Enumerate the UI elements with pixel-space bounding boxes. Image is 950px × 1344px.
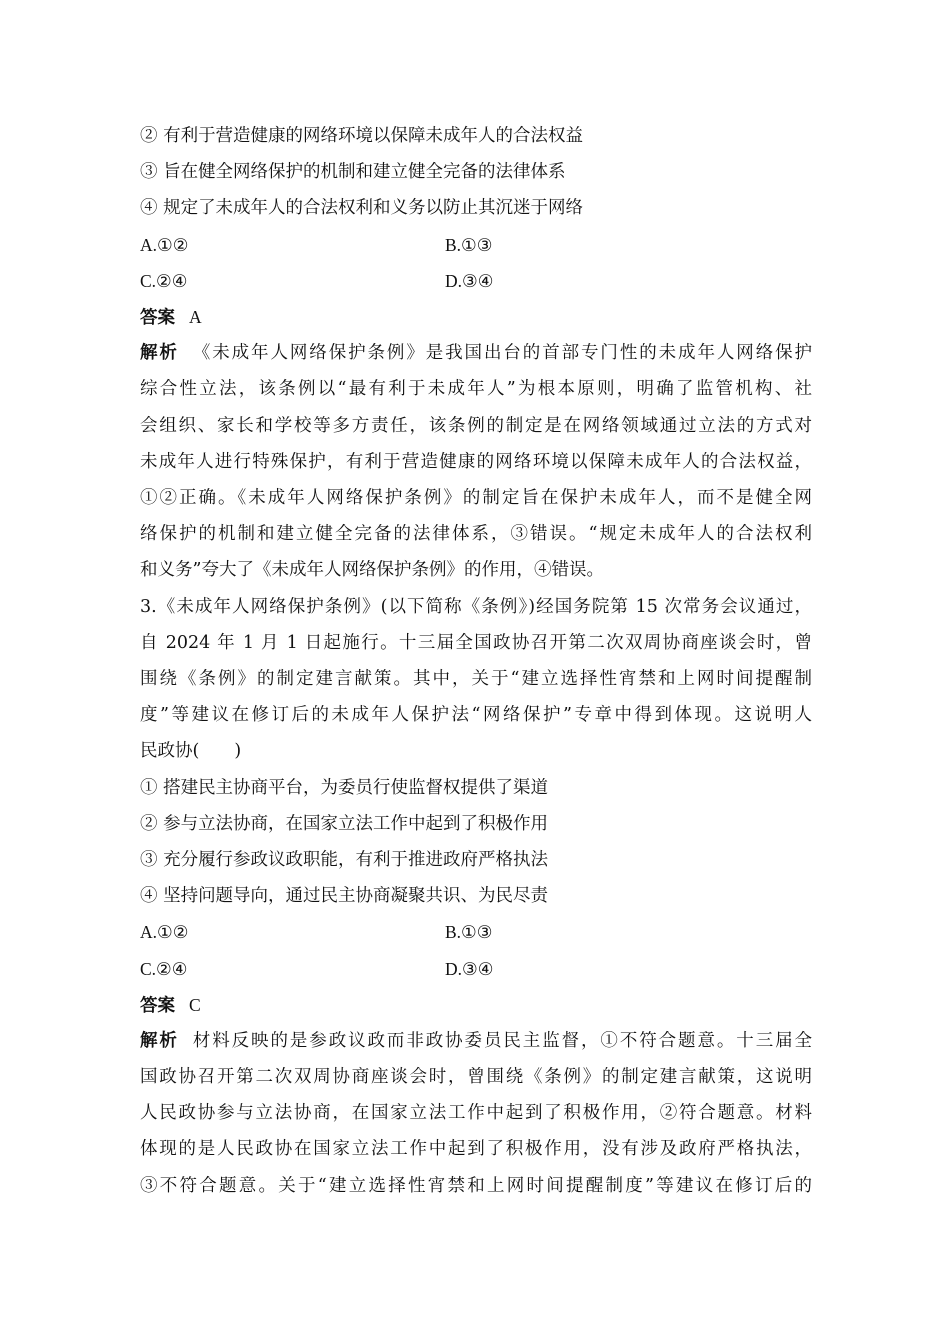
analysis-label: 解析 — [140, 343, 179, 364]
answer-value: C — [189, 994, 201, 1015]
analysis-line: 《未成年人网络保护条例》是我国出台的首部专门性的未成年人网络保护 — [192, 343, 813, 364]
answer-value: A — [189, 306, 202, 327]
q3-stem — [140, 589, 812, 770]
analysis-line: 会组织、家长和学校等多方责任，该条例的制定是在网络领域通过立法的方式对 — [140, 415, 812, 436]
analysis-line: ③不符合题意。关于“建立选择性宵禁和上网时间提醒制度”等建议在修订后的 — [140, 1175, 812, 1196]
analysis-line: 络保护的机制和建立健全完备的法律体系，③错误。“规定未成年人的合法权利 — [140, 524, 812, 545]
q3-answer — [140, 987, 812, 1023]
analysis-line: 材料反映的是参政议政而非政协委员民主监督，①不符合题意。十三届全 — [192, 1030, 813, 1051]
stem-line: 民政协( ) — [140, 741, 242, 762]
q2-options-row — [140, 227, 812, 263]
q3-option-b: B.①③ — [445, 922, 493, 943]
q2-statement: ② 有利于营造健康的网络环境以保障未成年人的合法权益 — [140, 126, 584, 146]
answer-label: 答案 — [140, 307, 175, 328]
answer-label: 答案 — [140, 995, 175, 1016]
q2-statement: ③ 旨在健全网络保护的机制和建立健全完备的法律体系 — [140, 162, 566, 183]
stem-line: 自 2024 年 1 月 1 日起施行。十三届全国政协召开第二次双周协商座谈会时，曾 — [140, 632, 812, 653]
analysis-line: 和义务”夸大了《未成年人网络保护条例》的作用，④错误。 — [140, 560, 604, 581]
stem-line: 3.《未成年人网络保护条例》(以下简称《条例》)经国务院第 15 次常务会议通过， — [140, 596, 812, 617]
analysis-line: 人民政协参与立法协商，在国家立法工作中起到了积极作用，②符合题意。材料 — [140, 1103, 812, 1124]
analysis-label: 解析 — [140, 1030, 179, 1051]
q3-statement: ③ 充分履行参政议政职能，有利于推进政府严格执法 — [140, 849, 549, 870]
q2-option-b: B.①③ — [445, 234, 493, 255]
q3-options-row — [140, 914, 812, 950]
q3-statement: ① 搭建民主协商平台，为委员行使监督权提供了渠道 — [140, 777, 549, 798]
q2-answer — [140, 299, 812, 335]
analysis-line: 体现的是人民政协在国家立法工作中起到了积极作用，没有涉及政府严格执法， — [140, 1139, 812, 1160]
analysis-line: 未成年人进行特殊保护，有利于营造健康的网络环境以保障未成年人的合法权益， — [140, 451, 812, 472]
stem-line: 围绕《条例》的制定建言献策。其中，关于“建立选择性宵禁和上网时间提醒制 — [140, 668, 812, 689]
q2-option-a: A.①② — [140, 234, 189, 255]
analysis-line: ①②正确。《未成年人网络保护条例》的制定旨在保护未成年人，而不是健全网 — [140, 487, 812, 508]
q3-option-a: A.①② — [140, 922, 189, 943]
analysis-line: 国政协召开第二次双周协商座谈会时，曾围绕《条例》的制定建言献策，这说明 — [140, 1067, 812, 1088]
q2-analysis — [140, 335, 812, 588]
q3-statement: ④ 坚持问题导向，通过民主协商凝聚共识、为民尽责 — [140, 886, 549, 907]
q3-statement: ② 参与立法协商，在国家立法工作中起到了积极作用 — [140, 813, 549, 834]
q2-option-d: D.③④ — [445, 270, 494, 291]
q2-statement: ④ 规定了未成年人的合法权利和义务以防止其沉迷于网络 — [140, 198, 584, 219]
document-page — [140, 118, 812, 1204]
q2-options-row — [140, 263, 812, 299]
q3-options-row — [140, 951, 812, 987]
q3-option-c: C.②④ — [140, 958, 188, 979]
q3-analysis — [140, 1023, 812, 1204]
stem-line: 度”等建议在修订后的未成年人保护法“网络保护”专章中得到体现。这说明人 — [140, 705, 812, 726]
analysis-line: 综合性立法，该条例以“最有利于未成年人”为根本原则，明确了监管机构、社 — [140, 379, 812, 400]
q3-option-d: D.③④ — [445, 958, 494, 979]
q2-option-c: C.②④ — [140, 270, 188, 291]
